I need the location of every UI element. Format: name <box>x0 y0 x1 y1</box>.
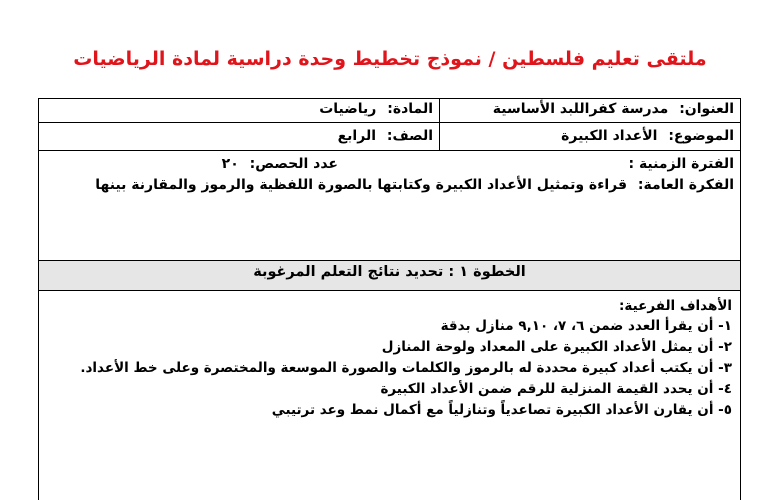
objectives-section <box>39 295 740 424</box>
objective-item: ٤- أن يحدد القيمة المنزلية للرقم ضمن الأعداد الكبيرة <box>380 381 732 397</box>
address-cell <box>440 99 740 122</box>
topic-cell <box>440 123 740 150</box>
objective-item: ٣- أن يكتب أعداد كبيرة محددة له بالرموز والكلمات والصورة الموسعة والمختصرة وعلى خط الأعداد. <box>80 360 732 376</box>
objective-item: ٥- أن يقارن الأعداد الكبيرة تصاعدياً وتنازلياً مع أكمال نمط وعد ترتيبي <box>271 402 732 418</box>
subject-cell <box>39 99 440 122</box>
row-address <box>39 99 740 123</box>
topic-label: الموضوع: <box>668 128 734 144</box>
unit-plan-table <box>38 98 741 500</box>
objective-item: ٢- أن يمثل الأعداد الكبيرة على المعداد ولوحة المنازل <box>381 339 732 355</box>
objective-item: ١- أن يقرأ العدد ضمن ٦، ٧، ٩,١٠ منازل بدقة <box>440 318 732 334</box>
main-idea-text: قراءة وتمثيل الأعداد الكبيرة وكتابتها بالصورة اللفظية والرموز والمقارنة بينها <box>95 177 628 193</box>
period-label: الفترة الزمنية : <box>628 156 734 172</box>
address-value: مدرسة كفراللبد الأساسية <box>492 101 669 117</box>
step-1-header: الخطوة ١ : تحديد نتائج التعلم المرغوبة <box>253 264 526 280</box>
classes-cell <box>39 151 440 175</box>
subject-label: المادة: <box>387 101 433 117</box>
grade-value: الرابع <box>337 128 376 144</box>
main-idea-cell <box>39 175 740 260</box>
classes-value: ٢٠ <box>221 156 239 172</box>
row-topic <box>39 123 740 151</box>
period-cell <box>440 151 740 175</box>
classes-label: عدد الحصص: <box>249 156 338 172</box>
topic-value: الأعداد الكبيرة <box>561 128 658 144</box>
row-step-1 <box>39 261 740 291</box>
row-period <box>39 151 740 175</box>
address-label: العنوان: <box>679 101 734 117</box>
subject-value: رياضيات <box>319 101 377 117</box>
row-main-idea <box>39 175 740 261</box>
grade-cell <box>39 123 440 150</box>
grade-label: الصف: <box>386 128 433 144</box>
document-title: ملتقى تعليم فلسطين / نموذج تخطيط وحدة دراسية لمادة الرياضيات <box>73 48 707 70</box>
objectives-title: الأهداف الفرعية: <box>619 298 732 314</box>
main-idea-label: الفكرة العامة: <box>637 177 734 193</box>
